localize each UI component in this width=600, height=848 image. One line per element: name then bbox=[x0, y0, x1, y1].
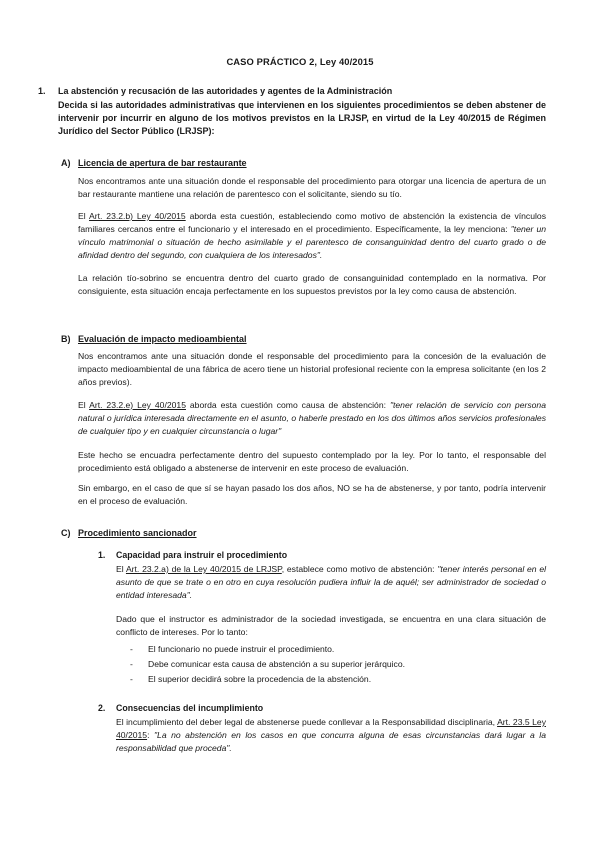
legal-quote: "tener interés personal en el asunto de que se trate o en otro en cuya resolución pudiera influir la de aquél; ser administrador de sociedad o entidad interesada". bbox=[116, 564, 547, 600]
legal-reference: Art. 23.2.a) de la Ley 40/2015 de LRJSP bbox=[125, 564, 282, 574]
legal-reference: Art. 23.2.b) Ley 40/2015 bbox=[89, 211, 186, 221]
question-title: La abstención y recusación de las autoridades y agentes de la Administración bbox=[58, 86, 393, 96]
section-b-paragraph-1: Nos encontramos ante una situación donde el responsable del procedimiento para la concesión de la evaluación de impacto medioambiental de una fábrica de acero tiene un historial profesional reciente con la empresa solicitante (en los 2 años previos). bbox=[78, 351, 546, 387]
section-a-title: Licencia de apertura de bar restaurante bbox=[78, 158, 247, 168]
consequences-list bbox=[130, 642, 530, 687]
subsection-1-paragraph-2: Dado que el instructor es administrador de la sociedad investigada, se encuentra en una clara situación de conflicto de intereses. Por lo tanto: bbox=[116, 614, 546, 637]
legal-quote: "tener relación de servicio con persona natural o jurídica interesada directamente en el asunto, o haberle prestado en los dos últimos años servicios profesionales de cualquier tipo y en cualquier circunstancia o lugar" bbox=[78, 400, 546, 436]
document-title: CASO PRÁCTICO 2, Ley 40/2015 bbox=[226, 56, 374, 67]
subsection-1-paragraph-1: El Art. 23.2.a) de la Ley 40/2015 de LRJSP, establece como motivo de abstención: "tener interés personal en el asunto de que se trate o en otro en cuya resolución pudiera influir la de aquél; ser administrador de sociedad o entidad interesada". bbox=[116, 564, 547, 600]
section-c-title: Procedimiento sancionador bbox=[78, 528, 197, 538]
section-b-paragraph-2: El Art. 23.2.e) Ley 40/2015 aborda esta cuestión como causa de abstención: "tener relación de servicio con persona natural o jurídica interesada directamente en el asunto, o haberle prestado en los dos últimos años servicios profesionales de cualquier tipo y en cualquier circunstancia o lugar" bbox=[78, 400, 546, 436]
question-body: Decida si las autoridades administrativas que intervienen en los siguientes procedimientos se deben abstener de intervenir por incurrir en alguno de los motivos previstos en la LRJSP, en virtud de la Ley 40/2015 de Régimen Jurídico del Sector Público (LRJSP): bbox=[58, 100, 546, 136]
legal-quote: "La no abstención en los casos en que concurra alguna de esas circunstancias dará lugar a la responsabilidad que proceda". bbox=[116, 730, 546, 753]
list-item: - Debe comunicar esta causa de abstención a su superior jerárquico. bbox=[130, 659, 406, 669]
section-a-letter: A) bbox=[61, 158, 71, 168]
section-a-paragraph-1: Nos encontramos ante una situación donde el responsable del procedimiento para otorgar una licencia de apertura de un bar restaurante mantiene una relación de parentesco con el solicitante, siendo su tío. bbox=[78, 176, 546, 199]
section-b-paragraph-4: Sin embargo, en el caso de que sí se hayan pasado los dos años, NO se ha de abstenerse, y por tanto, podría intervenir en el proceso de evaluación. bbox=[78, 483, 546, 506]
question-number: 1. bbox=[38, 86, 46, 96]
section-c-letter: C) bbox=[61, 528, 71, 538]
subsection-2-number: 2. bbox=[98, 703, 106, 713]
subsection-1-number: 1. bbox=[98, 550, 106, 560]
section-a-paragraph-2: El Art. 23.2.b) Ley 40/2015 aborda esta cuestión, estableciendo como motivo de abstención la existencia de vínculos familiares cercanos entre el funcionario y el interesado en el procedimiento. Específicamente, la ley menciona: "tener un vínculo matrimonial o situación de hecho asimilable y el parentesco de consanguinidad dentro del cuarto grado o de afinidad dentro del segundo, con cualquiera de los interesados". bbox=[78, 211, 547, 260]
subsection-2-paragraph-1: El incumplimiento del deber legal de abstenerse puede conllevar a la Responsabilidad disciplinaria, Art. 23.5 Ley 40/2015: "La no abstención en los casos en que concurra alguna de esas circunstancias dará lugar a la responsabilidad que proceda". bbox=[116, 717, 546, 753]
section-b-paragraph-3: Este hecho se encuadra perfectamente dentro del supuesto contemplado por la ley. Por lo tanto, el responsable del procedimiento está obligado a abstenerse de intervenir en este proceso de evaluación. bbox=[78, 450, 546, 473]
list-item: - El funcionario no puede instruir el procedimiento. bbox=[130, 644, 335, 654]
legal-reference: Art. 23.5 Ley 40/2015 bbox=[116, 717, 546, 740]
subsection-1-title: Capacidad para instruir el procedimiento bbox=[116, 550, 288, 560]
legal-reference: Art. 23.2.e) Ley 40/2015 bbox=[89, 400, 186, 410]
subsection-2-title: Consecuencias del incumplimiento bbox=[116, 703, 264, 713]
list-item: - El superior decidirá sobre la procedencia de la abstención. bbox=[130, 674, 372, 684]
legal-quote: "tener un vínculo matrimonial o situación de hecho asimilable y el parentesco de consanguinidad dentro del cuarto grado o de afinidad dentro del segundo, con cualquiera de los interesados". bbox=[78, 224, 547, 260]
section-b-letter: B) bbox=[61, 334, 71, 344]
section-a-paragraph-3: La relación tío-sobrino se encuentra dentro del cuarto grado de consanguinidad contemplado en la normativa. Por consiguiente, esta situación encaja perfectamente en los supuestos previstos por la ley como causa de abstención. bbox=[78, 273, 546, 296]
section-b-title: Evaluación de impacto medioambiental bbox=[78, 334, 247, 344]
